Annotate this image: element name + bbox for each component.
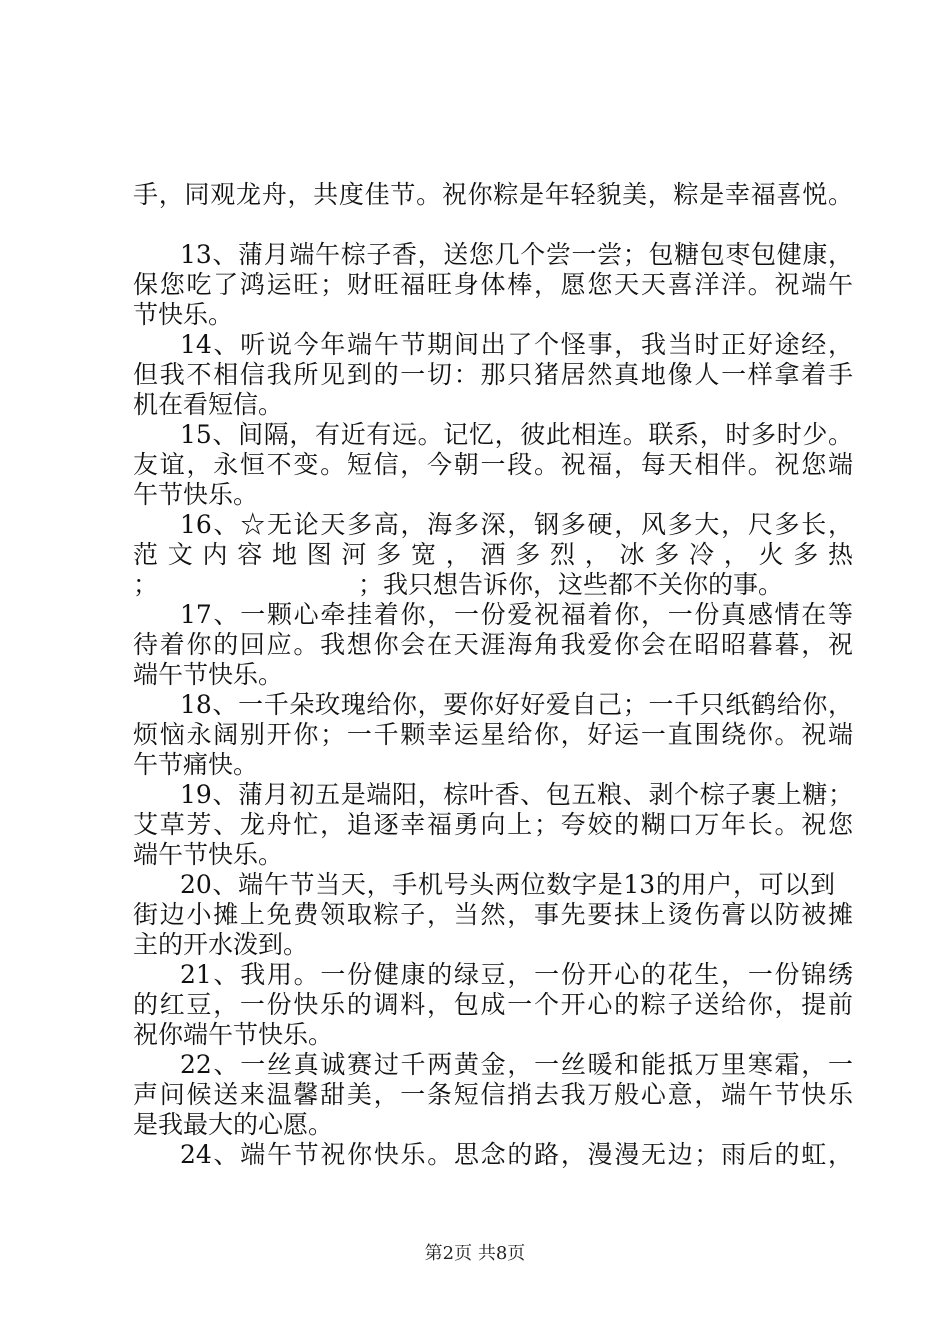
text-line: 范文内容地图河多宽，酒多烈，冰多冷，火多热 (133, 540, 853, 569)
text-line: 13、蒲月端午棕子香，送您几个尝一尝；包糖包枣包健康， (180, 240, 853, 269)
text-line: 19、蒲月初五是端阳，棕叶香、包五粮、剥个棕子裹上糖； (180, 780, 853, 809)
text-line: 17、一颗心牵挂着你，一份爱祝福着你，一份真感情在等 (180, 600, 853, 629)
text-line: 节快乐。 (133, 300, 234, 329)
text-line: 手，同观龙舟，共度佳节。祝你粽是年轻貌美，粽是幸福喜悦。 (133, 180, 853, 209)
text-line: 主的开水泼到。 (133, 930, 309, 959)
text-line: 祝你端午节快乐。 (133, 1020, 334, 1049)
text-line: 14、听说今年端午节期间出了个怪事，我当时正好途经， (180, 330, 853, 359)
text-line: ； (133, 570, 159, 599)
text-line: 22、一丝真诚赛过千两黄金，一丝暖和能抵万里寒霜，一 (180, 1050, 853, 1079)
text-line: 艾草芳、龙舟忙，追逐幸福勇向上；夸姣的糊口万年长。祝您 (133, 810, 853, 839)
text-line: 是我最大的心愿。 (133, 1110, 334, 1139)
text-line: 18、一千朵玫瑰给你，要你好好爱自己；一千只纸鹤给你， (180, 690, 853, 719)
text-line: 但我不相信我所见到的一切：那只猪居然真地像人一样拿着手 (133, 360, 853, 389)
text-line: 保您吃了鸿运旺；财旺福旺身体棒，愿您天天喜洋洋。祝端午 (133, 270, 853, 299)
text-line: ；我只想告诉你，这些都不关你的事。 (358, 570, 784, 599)
text-line: 15、间隔，有近有远。记忆，彼此相连。联系，时多时少。 (180, 420, 853, 449)
text-line: 20、端午节当天，手机号头两位数字是13的用户，可以到 (180, 870, 835, 899)
text-line: 机在看短信。 (133, 390, 284, 419)
text-line: 午节痛快。 (133, 750, 259, 779)
text-line: 端午节快乐。 (133, 660, 284, 689)
text-line: 友谊，永恒不变。短信，今朝一段。祝福，每天相伴。祝您端 (133, 450, 853, 479)
text-line: 街边小摊上免费领取粽子，当然，事先要抹上烫伤膏以防被摊 (133, 900, 853, 929)
text-line: 的红豆，一份快乐的调料，包成一个开心的粽子送给你，提前 (133, 990, 853, 1019)
text-line: 烦恼永阔别开你；一千颗幸运星给你，好运一直围绕你。祝端 (133, 720, 853, 749)
text-line: 声问候送来温馨甜美，一条短信捎去我万般心意，端午节快乐 (133, 1080, 853, 1109)
text-line: 24、端午节祝你快乐。思念的路，漫漫无边；雨后的虹， (180, 1140, 853, 1169)
text-line: 待着你的回应。我想你会在天涯海角我爱你会在昭昭暮暮，祝 (133, 630, 853, 659)
page-number-footer: 第2页 共8页 (424, 1243, 526, 1264)
text-line: 16、☆无论天多高，海多深，钢多硬，风多大，尺多长， (180, 510, 853, 539)
text-line: 21、我用。一份健康的绿豆，一份开心的花生，一份锦绣 (180, 960, 853, 989)
text-line: 端午节快乐。 (133, 840, 284, 869)
text-line: 午节快乐。 (133, 480, 259, 509)
